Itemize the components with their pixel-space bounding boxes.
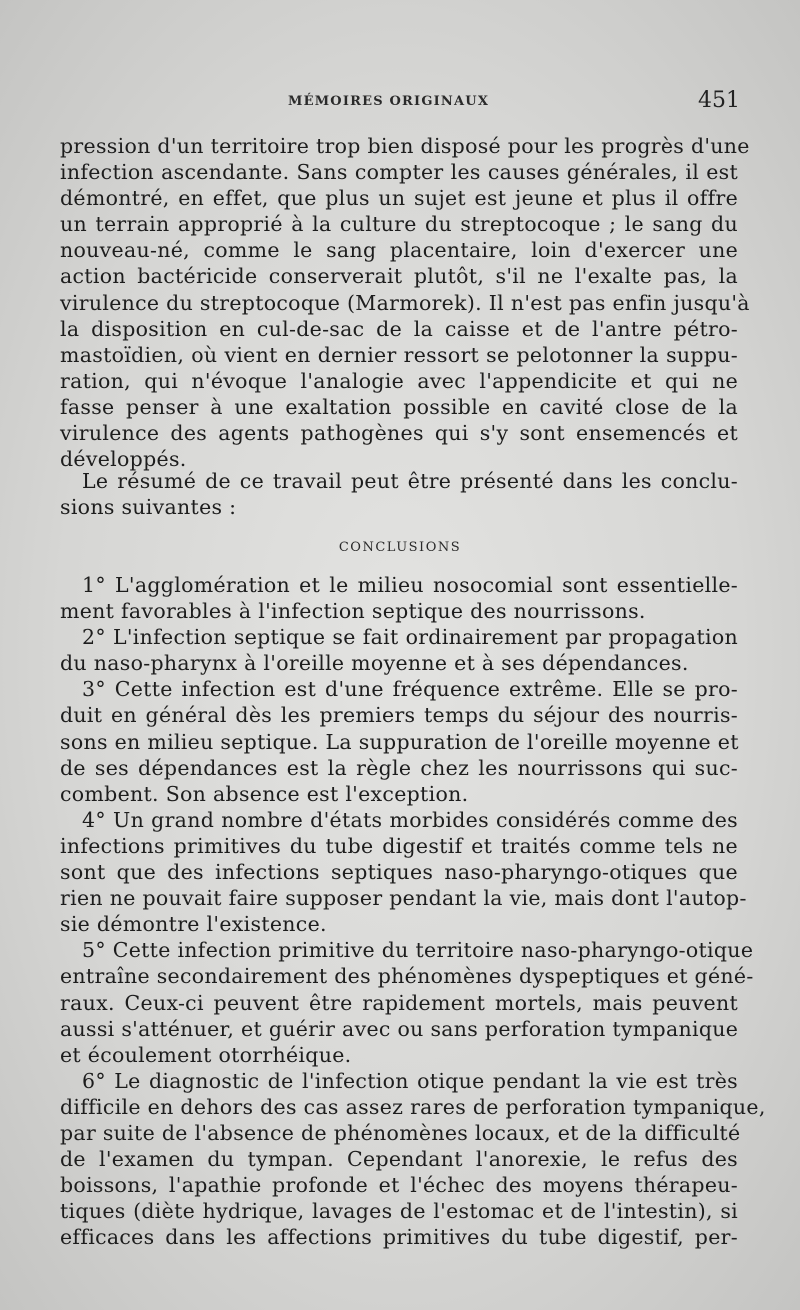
conclusion-line: 6° Le diagnostic de l'infection otique pendant la vie est très: [82, 1068, 738, 1093]
page-number: 451: [698, 88, 740, 113]
conclusion-line: sont que des infections septiques naso-pharyngo-otiques que: [60, 860, 738, 885]
conclusion-line: combent. Son absence est l'exception.: [60, 781, 469, 806]
text-line: mastoïdien, où vient en dernier ressort se pelotonner la suppu-: [60, 342, 738, 367]
conclusion-line: ment favorables à l'infection septique des nourrissons.: [60, 599, 646, 624]
conclusions-heading: CONCLUSIONS: [338, 540, 462, 555]
conclusion-line: aussi s'atténuer, et guérir avec ou sans perforation tympanique: [60, 1016, 739, 1041]
conclusion-line: efficaces dans les affections primitives du tube digestif, per-: [60, 1225, 738, 1250]
conclusion-line: 2° L'infection septique se fait ordinairement par propagation: [82, 625, 738, 650]
conclusion-line: par suite de l'absence de phénomènes locaux, et de la difficulté: [60, 1120, 741, 1145]
running-head: MÉMOIRES ORIGINAUX: [288, 94, 490, 109]
paragraph-1: [60, 133, 750, 472]
text-line: développés.: [60, 447, 187, 472]
conclusion-line: 3° Cette infection est d'une fréquence extrême. Elle se pro-: [82, 677, 738, 702]
text-line: infection ascendante. Sans compter les causes générales, il est: [60, 160, 738, 185]
conclusion-line: du naso-pharynx à l'oreille moyenne et à ses dépendances.: [60, 651, 689, 676]
conclusion-line: raux. Ceux-ci peuvent être rapidement mortels, mais peuvent: [60, 990, 738, 1015]
conclusion-line: difficile en dehors des cas assez rares de perforation tympanique,: [60, 1094, 766, 1119]
text-line: la disposition en cul-de-sac de la caisse et de l'antre pétro-: [60, 316, 738, 341]
text-line: sions suivantes :: [60, 495, 237, 520]
conclusions-list: [60, 572, 766, 1250]
conclusion-line: entraîne secondairement des phénomènes dyspeptiques et géné-: [60, 964, 754, 989]
text-line: fasse penser à une exaltation possible en cavité close de la: [60, 394, 738, 419]
text-line: un terrain approprié à la culture du streptocoque ; le sang du: [60, 212, 738, 237]
conclusion-line: rien ne pouvait faire supposer pendant la vie, mais dont l'autop-: [60, 886, 747, 911]
text-line: nouveau-né, comme le sang placentaire, loin d'exercer une: [60, 238, 738, 263]
conclusion-line: de l'examen du tympan. Cependant l'anorexie, le refus des: [60, 1147, 738, 1172]
conclusion-line: 5° Cette infection primitive du territoire naso-pharyngo-otique: [82, 938, 754, 963]
conclusion-line: tiques (diète hydrique, lavages de l'estomac et de l'intestin), si: [60, 1199, 738, 1224]
conclusion-line: duit en général dès les premiers temps du séjour des nourris-: [60, 703, 738, 728]
text-line: action bactéricide conserverait plutôt, s'il ne l'exalte pas, la: [60, 264, 738, 289]
conclusion-line: sie démontre l'existence.: [60, 912, 327, 937]
text-line: pression d'un territoire trop bien disposé pour les progrès d'une: [60, 134, 750, 158]
conclusion-line: et écoulement otorrhéique.: [60, 1042, 352, 1067]
text-line: Le résumé de ce travail peut être présenté dans les conclu-: [82, 469, 738, 493]
text-line: virulence des agents pathogènes qui s'y sont ensemencés et: [60, 421, 738, 446]
text-line: démontré, en effet, que plus un sujet est jeune et plus il offre: [60, 186, 738, 211]
paragraph-2: [60, 468, 738, 520]
text-line: ration, qui n'évoque l'analogie avec l'appendicite et qui ne: [60, 368, 738, 393]
conclusion-line: 1° L'agglomération et le milieu nosocomial sont essentielle-: [82, 573, 738, 597]
text-line: virulence du streptocoque (Marmorek). Il n'est pas enfin jusqu'à: [60, 290, 750, 315]
conclusion-line: infections primitives du tube digestif et traités comme tels ne: [60, 833, 738, 858]
page-header: [0, 88, 800, 118]
conclusion-line: sons en milieu septique. La suppuration de l'oreille moyenne et: [60, 729, 739, 754]
conclusion-line: boissons, l'apathie profonde et l'échec des moyens thérapeu-: [60, 1173, 738, 1198]
conclusion-line: 4° Un grand nombre d'états morbides considérés comme des: [82, 807, 738, 832]
conclusion-line: de ses dépendances est la règle chez les nourrissons qui suc-: [60, 755, 738, 780]
